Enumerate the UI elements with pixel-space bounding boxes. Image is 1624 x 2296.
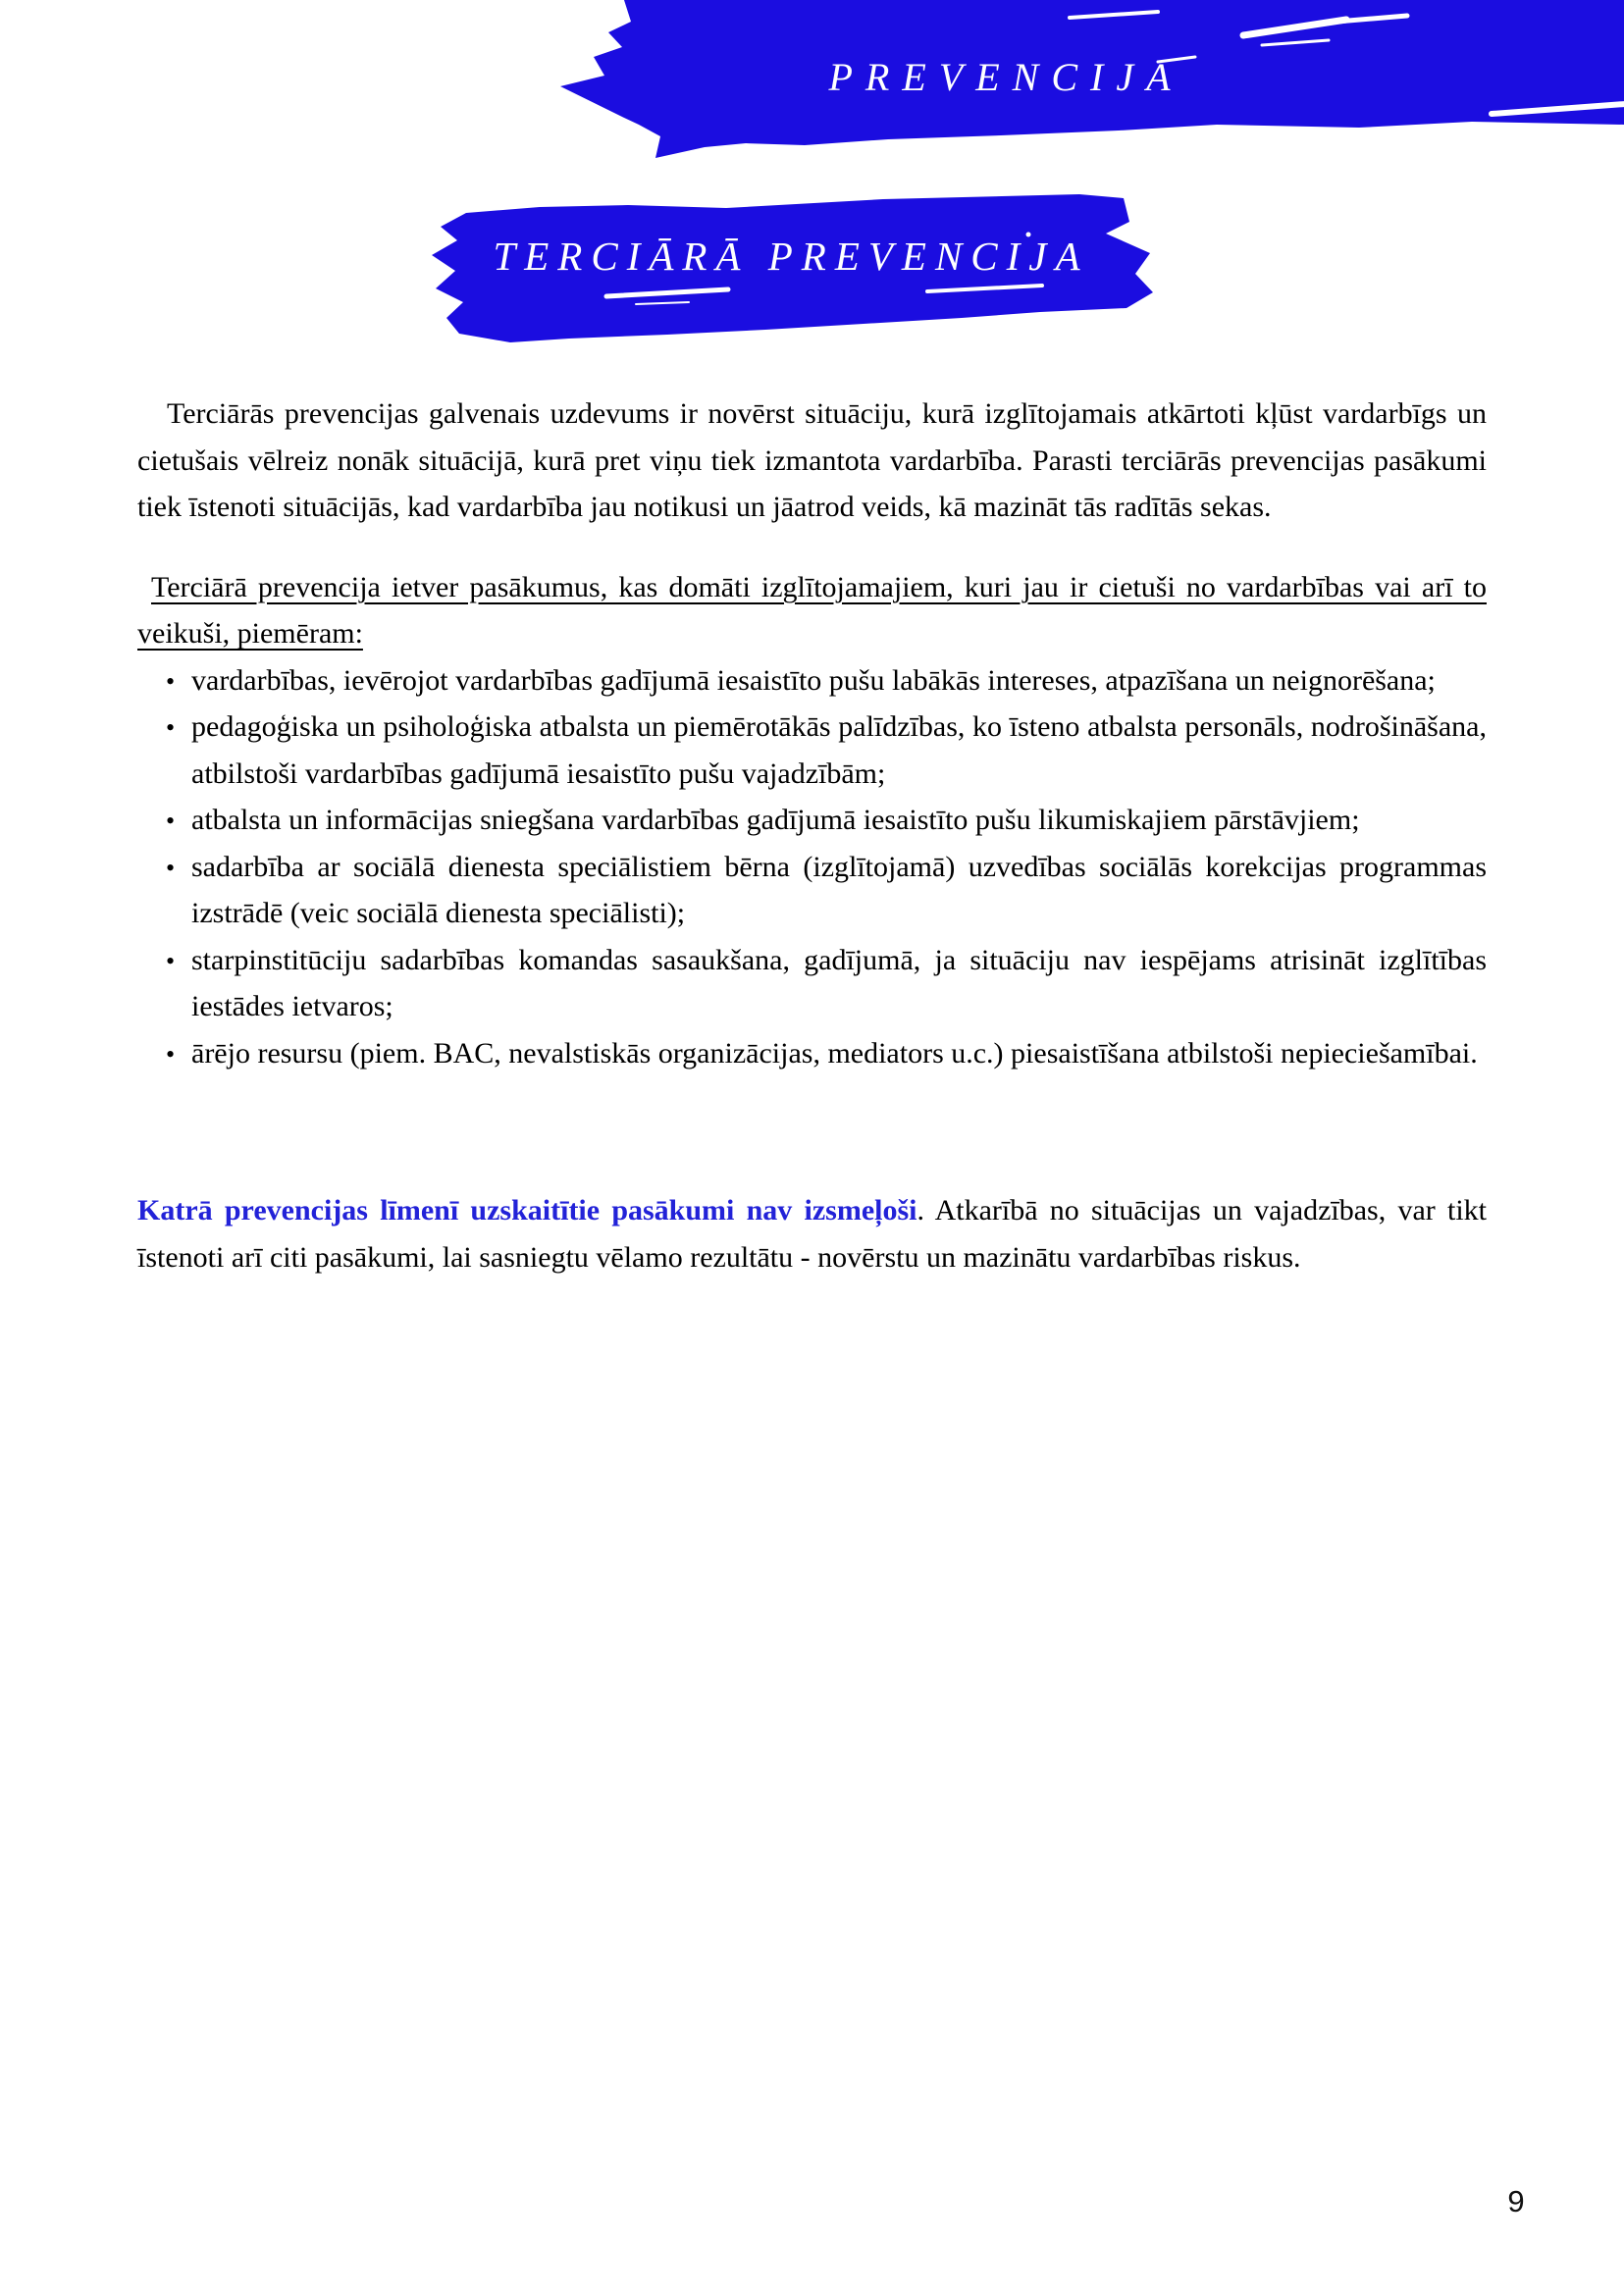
underlined-lead-paragraph: Terciārā prevencija ietver pasākumus, kas domāti izglītojamajiem, kuri jau ir cietuši no vardarbības vai arī to veikuši, piemēram: xyxy=(137,570,1487,650)
bullet-item: • starpinstitūciju sadarbības komandas sasaukšana, gadījumā, ja situāciju nav iespējams atrisināt izglītības iestādes ietvaros; xyxy=(191,937,1487,1030)
bullet-item: • ārējo resursu (piem. BAC, nevalstiskās organizācijas, mediators u.c.) piesaistīšana atbilstoši nepieciešamībai. xyxy=(191,1030,1487,1077)
closing-rest-text: . Atkarībā no situācijas un vajadzības, var tikt īstenoti arī citi pasākumi, lai sasniegtu vēlamo rezultātu - novērstu un mazinātu vardarbības riskus. xyxy=(137,1194,1487,1274)
closing-paragraph xyxy=(137,1187,1487,1280)
closing-emphasis-text: Katrā prevencijas līmenī uzskaitītie pasākumi nav izsmeļoši xyxy=(137,1194,917,1226)
section-title: TERCIĀRĀ PREVENCIJA xyxy=(493,234,1089,279)
page-number: 9 xyxy=(1507,2184,1525,2218)
bullet-item: • atbalsta un informācijas sniegšana vardarbības gadījumā iesaistīto pušu likumiskajiem pārstāvjiem; xyxy=(191,797,1487,844)
page-title: PREVENCIJA xyxy=(828,55,1183,99)
bullet-list xyxy=(137,657,1487,1077)
bullet-item: • sadarbība ar sociālā dienesta speciālistiem bērna (izglītojamā) uzvedības sociālās korekcijas programmas izstrādē (veic sociālā dienesta speciālisti); xyxy=(191,844,1487,937)
bullet-item: • pedagoģiska un psiholoģiska atbalsta un piemērotākās palīdzības, ko īsteno atbalsta personāls, nodrošināšana, atbilstoši vardarbības gadījumā iesaistīto pušu vajadzībām; xyxy=(191,704,1487,797)
intro-paragraph: Terciārās prevencijas galvenais uzdevums ir novērst situāciju, kurā izglītojamais atkārtoti kļūst vardarbīgs un cietušais vēlreiz nonāk situācijā, kurā pret viņu tiek izmantota vardarbība. Parasti terciārās prevencijas pasākumi tiek īstenoti situācijās, kad vardarbība jau notikusi un jāatrod veids, kā mazināt tās radītās sekas. xyxy=(137,397,1487,523)
body-text xyxy=(137,391,1487,1280)
bullet-item: • vardarbības, ievērojot vardarbības gadījumā iesaistīto pušu labākās intereses, atpazīšana un neignorēšana; xyxy=(191,657,1487,704)
